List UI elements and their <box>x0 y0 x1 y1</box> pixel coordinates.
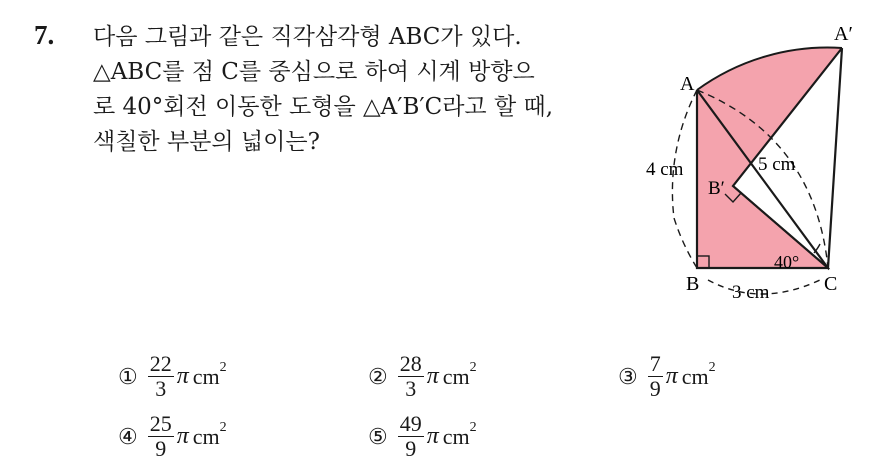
label-a-prime: A′ <box>834 23 853 45</box>
choice-3-unit: $cm^2$ <box>681 359 716 389</box>
choice-2[interactable] <box>368 352 477 401</box>
choice-2-pi: π <box>426 363 439 389</box>
choice-2-numerator: 28 <box>399 351 422 376</box>
choice-5-fraction <box>398 412 424 461</box>
choice-1-pi: π <box>176 363 189 389</box>
rotation-figure <box>630 18 870 308</box>
choice-1-numerator: 22 <box>149 351 172 376</box>
question-stem <box>93 20 633 160</box>
choice-4-denominator: 9 <box>155 436 167 461</box>
choice-3-fraction <box>648 352 663 401</box>
choice-2-unit: $cm^2$ <box>442 359 477 389</box>
choice-4-unit: $cm^2$ <box>192 419 227 449</box>
choice-3-number: ③ <box>618 363 638 389</box>
choice-4-pi: π <box>176 423 189 449</box>
stem-line-1: 다음 그림과 같은 직각삼각형 ABC가 있다. <box>93 24 522 50</box>
choice-3-pi: π <box>665 363 678 389</box>
question-number: 7. <box>34 20 55 50</box>
choice-3[interactable] <box>618 352 716 401</box>
choice-2-denominator: 3 <box>405 376 417 401</box>
choice-5-denominator: 9 <box>405 436 417 461</box>
label-c: C <box>824 273 838 295</box>
choice-2-number: ② <box>368 363 388 389</box>
choice-4-numerator: 25 <box>149 411 172 436</box>
choice-5-unit: $cm^2$ <box>442 419 477 449</box>
label-side-ac: 5 cm <box>758 154 796 175</box>
label-side-ab: 4 cm <box>646 159 684 180</box>
choice-4-number: ④ <box>118 423 138 449</box>
stem-line-2: △ABC를 점 C를 중심으로 하여 시계 방향으 <box>93 59 535 85</box>
choice-2-fraction <box>398 352 424 401</box>
choice-5[interactable] <box>368 412 477 461</box>
choice-1-denominator: 3 <box>155 376 167 401</box>
choice-5-number: ⑤ <box>368 423 388 449</box>
choice-3-denominator: 9 <box>649 376 661 401</box>
stem-line-4: 색칠한 부분의 넓이는? <box>93 129 320 155</box>
choice-5-numerator: 49 <box>399 411 422 436</box>
stem-line-3: 로 40°회전 이동한 도형을 △A′B′C라고 할 때, <box>93 94 554 120</box>
label-b-prime: B′ <box>708 178 725 199</box>
label-side-bc: 3 cm <box>732 282 770 303</box>
choice-4-fraction <box>148 412 174 461</box>
choice-4[interactable] <box>118 412 227 461</box>
choice-1-unit: $cm^2$ <box>192 359 227 389</box>
label-angle: 40° <box>774 252 800 272</box>
choice-3-numerator: 7 <box>649 351 661 376</box>
figure-svg <box>630 18 870 308</box>
choice-5-pi: π <box>426 423 439 449</box>
choice-1[interactable] <box>118 352 227 401</box>
choice-1-fraction <box>148 352 174 401</box>
label-b: B <box>686 273 700 295</box>
choice-1-number: ① <box>118 363 138 389</box>
label-a: A <box>680 73 695 95</box>
